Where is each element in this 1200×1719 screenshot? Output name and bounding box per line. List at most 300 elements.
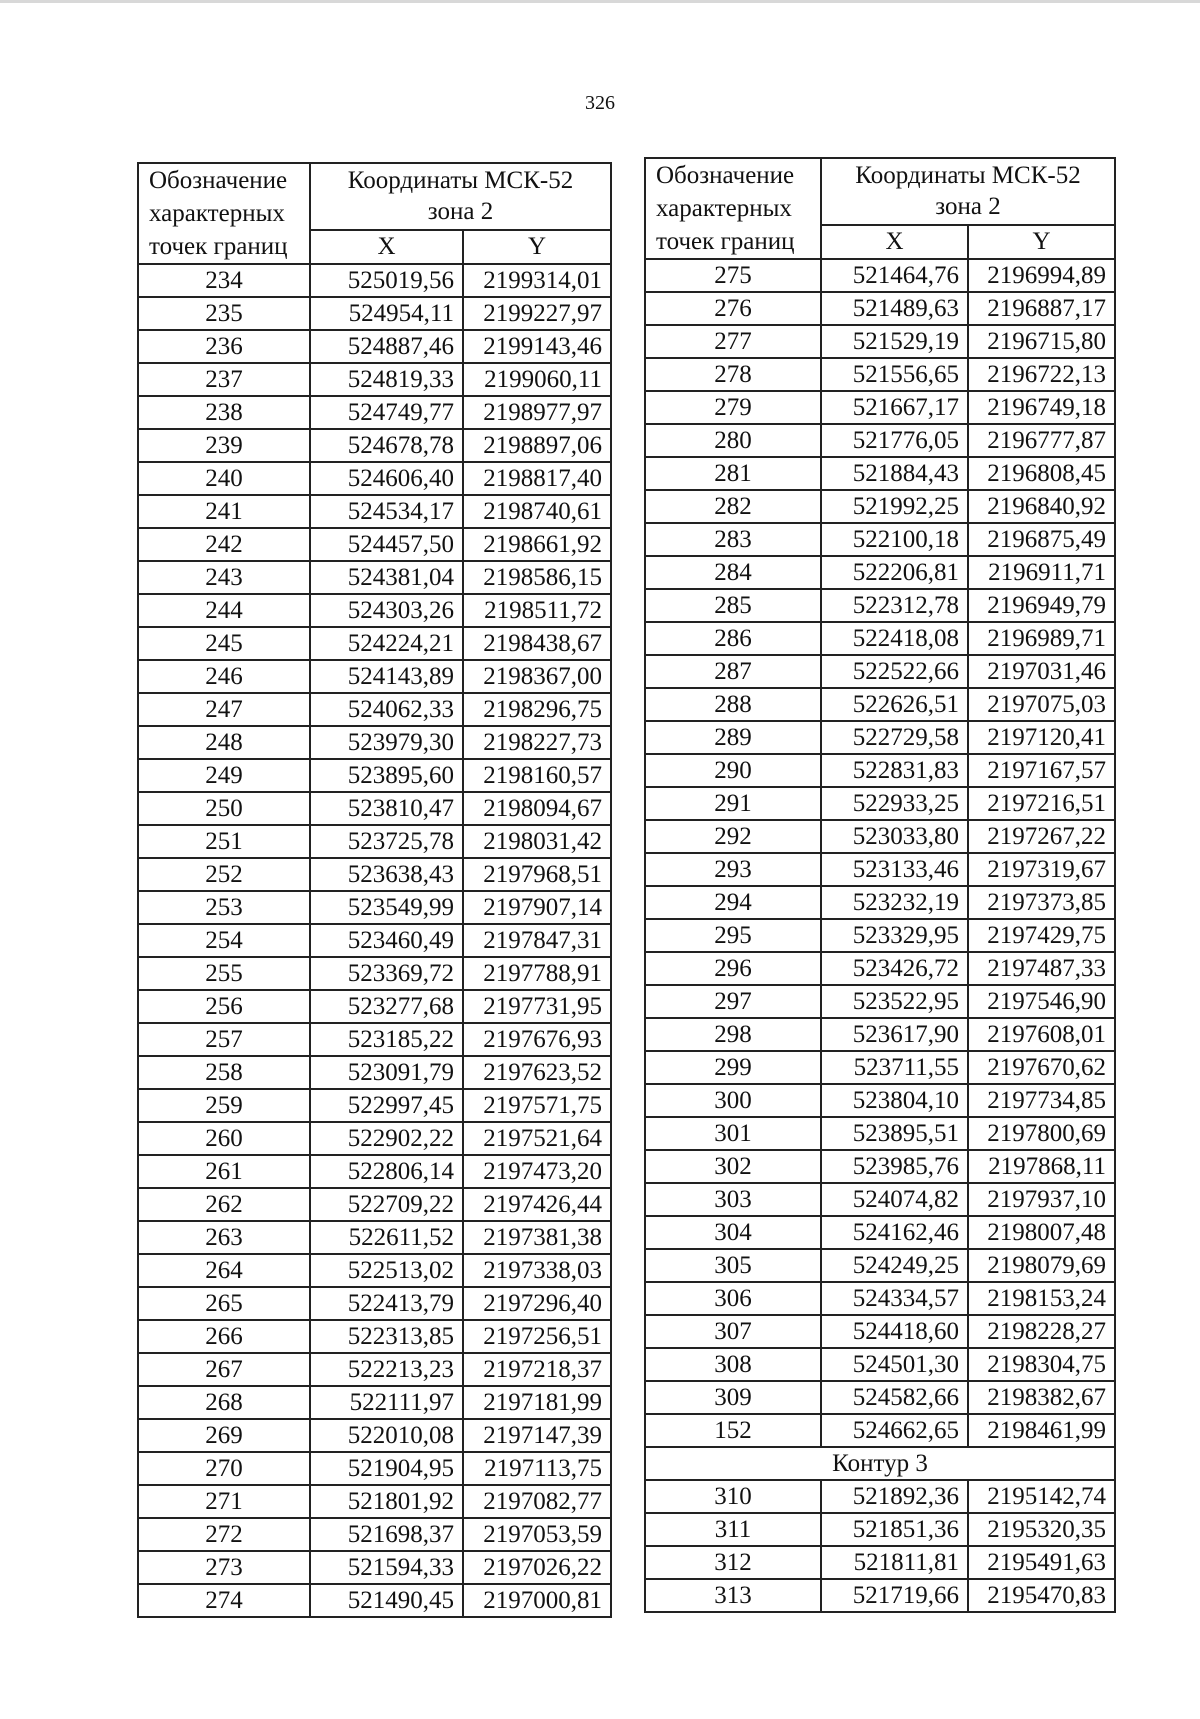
point-id-cell: 244 — [138, 594, 310, 627]
x-coordinate-cell: 522729,58 — [821, 721, 968, 754]
x-coordinate-cell: 523185,22 — [310, 1023, 463, 1056]
point-id-cell: 309 — [645, 1381, 821, 1414]
y-coordinate-cell: 2197296,40 — [463, 1287, 611, 1320]
point-id-cell: 308 — [645, 1348, 821, 1381]
point-id-cell: 252 — [138, 858, 310, 891]
x-coordinate-cell: 521719,66 — [821, 1579, 968, 1612]
x-coordinate-cell: 524224,21 — [310, 627, 463, 660]
x-coordinate-cell: 521892,36 — [821, 1480, 968, 1513]
point-id-cell: 258 — [138, 1056, 310, 1089]
point-id-cell: 271 — [138, 1485, 310, 1518]
y-coordinate-cell: 2198153,24 — [968, 1282, 1115, 1315]
table-row — [138, 957, 611, 990]
y-coordinate-cell: 2197623,52 — [463, 1056, 611, 1089]
table-row — [138, 990, 611, 1023]
y-coordinate-cell: 2195470,83 — [968, 1579, 1115, 1612]
table-row — [645, 1348, 1115, 1381]
y-coordinate-cell: 2199060,11 — [463, 363, 611, 396]
y-coordinate-cell: 2198160,57 — [463, 759, 611, 792]
point-id-cell: 289 — [645, 721, 821, 754]
x-coordinate-cell: 524819,33 — [310, 363, 463, 396]
table-row — [138, 1023, 611, 1056]
y-coordinate-cell: 2196715,80 — [968, 325, 1115, 358]
table-row — [138, 396, 611, 429]
y-coordinate-cell: 2197267,22 — [968, 820, 1115, 853]
table-row — [138, 1485, 611, 1518]
point-id-cell: 240 — [138, 462, 310, 495]
table-row — [645, 1282, 1115, 1315]
y-coordinate-cell: 2196989,71 — [968, 622, 1115, 655]
point-id-cell: 305 — [645, 1249, 821, 1282]
x-coordinate-cell: 523711,55 — [821, 1051, 968, 1084]
x-coordinate-cell: 522709,22 — [310, 1188, 463, 1221]
table-row — [138, 561, 611, 594]
x-coordinate-cell: 522902,22 — [310, 1122, 463, 1155]
y-coordinate-cell: 2197731,95 — [463, 990, 611, 1023]
table-row — [138, 594, 611, 627]
point-id-cell: 254 — [138, 924, 310, 957]
table-row — [138, 627, 611, 660]
y-coordinate-cell: 2198586,15 — [463, 561, 611, 594]
y-coordinate-cell: 2198227,73 — [463, 726, 611, 759]
y-coordinate-cell: 2198817,40 — [463, 462, 611, 495]
table-row — [138, 726, 611, 759]
x-coordinate-cell: 522413,79 — [310, 1287, 463, 1320]
y-coordinate-cell: 2197968,51 — [463, 858, 611, 891]
y-coordinate-cell: 2198511,72 — [463, 594, 611, 627]
y-coordinate-cell: 2197800,69 — [968, 1117, 1115, 1150]
point-id-cell: 293 — [645, 853, 821, 886]
table-row — [645, 358, 1115, 391]
y-coordinate-cell: 2197082,77 — [463, 1485, 611, 1518]
header-y: Y — [968, 225, 1115, 259]
x-coordinate-cell: 524334,57 — [821, 1282, 968, 1315]
point-id-cell: 292 — [645, 820, 821, 853]
y-coordinate-cell: 2197026,22 — [463, 1551, 611, 1584]
point-id-cell: 241 — [138, 495, 310, 528]
y-coordinate-cell: 2197216,51 — [968, 787, 1115, 820]
x-coordinate-cell: 523133,46 — [821, 853, 968, 886]
y-coordinate-cell: 2197473,20 — [463, 1155, 611, 1188]
x-coordinate-cell: 521776,05 — [821, 424, 968, 457]
table-row — [645, 1381, 1115, 1414]
point-id-cell: 261 — [138, 1155, 310, 1188]
point-id-cell: 237 — [138, 363, 310, 396]
y-coordinate-cell: 2197868,11 — [968, 1150, 1115, 1183]
x-coordinate-cell: 524249,25 — [821, 1249, 968, 1282]
table-row — [645, 820, 1115, 853]
y-coordinate-cell: 2198094,67 — [463, 792, 611, 825]
x-coordinate-cell: 524418,60 — [821, 1315, 968, 1348]
page-number: 326 — [585, 92, 615, 114]
y-coordinate-cell: 2197788,91 — [463, 957, 611, 990]
x-coordinate-cell: 524501,30 — [821, 1348, 968, 1381]
x-coordinate-cell: 521698,37 — [310, 1518, 463, 1551]
table-row — [138, 495, 611, 528]
table-row — [645, 556, 1115, 589]
point-id-cell: 299 — [645, 1051, 821, 1084]
x-coordinate-cell: 521904,95 — [310, 1452, 463, 1485]
x-coordinate-cell: 522513,02 — [310, 1254, 463, 1287]
table-row — [138, 429, 611, 462]
y-coordinate-cell: 2198007,48 — [968, 1216, 1115, 1249]
point-id-cell: 279 — [645, 391, 821, 424]
y-coordinate-cell: 2196875,49 — [968, 523, 1115, 556]
table-row — [645, 853, 1115, 886]
point-id-cell: 313 — [645, 1579, 821, 1612]
table-row — [645, 1018, 1115, 1051]
point-id-cell: 247 — [138, 693, 310, 726]
x-coordinate-cell: 523895,60 — [310, 759, 463, 792]
y-coordinate-cell: 2197546,90 — [968, 985, 1115, 1018]
x-coordinate-cell: 521801,92 — [310, 1485, 463, 1518]
x-coordinate-cell: 522312,78 — [821, 589, 968, 622]
x-coordinate-cell: 523426,72 — [821, 952, 968, 985]
point-id-cell: 238 — [138, 396, 310, 429]
x-coordinate-cell: 523979,30 — [310, 726, 463, 759]
y-coordinate-cell: 2197218,37 — [463, 1353, 611, 1386]
y-coordinate-cell: 2198228,27 — [968, 1315, 1115, 1348]
point-id-cell: 262 — [138, 1188, 310, 1221]
x-coordinate-cell: 523549,99 — [310, 891, 463, 924]
x-coordinate-cell: 523460,49 — [310, 924, 463, 957]
table-row — [645, 1216, 1115, 1249]
y-coordinate-cell: 2197670,62 — [968, 1051, 1115, 1084]
table-row — [645, 622, 1115, 655]
table-row — [645, 787, 1115, 820]
table-row — [645, 1150, 1115, 1183]
point-id-cell: 288 — [645, 688, 821, 721]
y-coordinate-cell: 2197113,75 — [463, 1452, 611, 1485]
point-id-cell: 282 — [645, 490, 821, 523]
table-row — [645, 1084, 1115, 1117]
table-row — [138, 1056, 611, 1089]
table-row — [645, 688, 1115, 721]
table-row — [138, 858, 611, 891]
section-title: Контур 3 — [645, 1447, 1115, 1480]
table-row — [645, 919, 1115, 952]
y-coordinate-cell: 2197734,85 — [968, 1084, 1115, 1117]
y-coordinate-cell: 2199314,01 — [463, 264, 611, 297]
point-id-cell: 290 — [645, 754, 821, 787]
table-row — [138, 1452, 611, 1485]
y-coordinate-cell: 2196911,71 — [968, 556, 1115, 589]
point-id-cell: 268 — [138, 1386, 310, 1419]
y-coordinate-cell: 2198661,92 — [463, 528, 611, 561]
table-row — [138, 1353, 611, 1386]
point-id-cell: 281 — [645, 457, 821, 490]
table-row — [645, 325, 1115, 358]
table-row — [645, 721, 1115, 754]
point-id-cell: 291 — [645, 787, 821, 820]
y-coordinate-cell: 2197907,14 — [463, 891, 611, 924]
y-coordinate-cell: 2199143,46 — [463, 330, 611, 363]
table-row — [138, 528, 611, 561]
y-coordinate-cell: 2197120,41 — [968, 721, 1115, 754]
point-id-cell: 306 — [645, 1282, 821, 1315]
point-id-cell: 245 — [138, 627, 310, 660]
point-id-cell: 260 — [138, 1122, 310, 1155]
y-coordinate-cell: 2197571,75 — [463, 1089, 611, 1122]
table-row — [138, 660, 611, 693]
point-id-cell: 273 — [138, 1551, 310, 1584]
point-id-cell: 235 — [138, 297, 310, 330]
y-coordinate-cell: 2197373,85 — [968, 886, 1115, 919]
table-row — [645, 424, 1115, 457]
point-id-cell: 152 — [645, 1414, 821, 1447]
x-coordinate-cell: 524062,33 — [310, 693, 463, 726]
x-coordinate-cell: 521490,45 — [310, 1584, 463, 1617]
point-id-cell: 298 — [645, 1018, 821, 1051]
table-row — [645, 1315, 1115, 1348]
y-coordinate-cell: 2197167,57 — [968, 754, 1115, 787]
y-coordinate-cell: 2198382,67 — [968, 1381, 1115, 1414]
table-row — [645, 1414, 1115, 1447]
point-id-cell: 295 — [645, 919, 821, 952]
table-row — [138, 1254, 611, 1287]
header-point-designation: Обозначение характерных точек границ — [645, 158, 821, 259]
table-row — [645, 1117, 1115, 1150]
x-coordinate-cell: 524954,11 — [310, 297, 463, 330]
y-coordinate-cell: 2197031,46 — [968, 655, 1115, 688]
table-row — [645, 523, 1115, 556]
table-row — [138, 1221, 611, 1254]
table-row — [645, 1051, 1115, 1084]
header-x: X — [310, 230, 463, 264]
point-id-cell: 274 — [138, 1584, 310, 1617]
table-row — [138, 825, 611, 858]
x-coordinate-cell: 522313,85 — [310, 1320, 463, 1353]
x-coordinate-cell: 523617,90 — [821, 1018, 968, 1051]
point-id-cell: 285 — [645, 589, 821, 622]
point-id-cell: 297 — [645, 985, 821, 1018]
y-coordinate-cell: 2198897,06 — [463, 429, 611, 462]
point-id-cell: 234 — [138, 264, 310, 297]
table-row — [645, 754, 1115, 787]
point-id-cell: 255 — [138, 957, 310, 990]
y-coordinate-cell: 2195320,35 — [968, 1513, 1115, 1546]
table-row — [645, 1579, 1115, 1612]
x-coordinate-cell: 524143,89 — [310, 660, 463, 693]
x-coordinate-cell: 522831,83 — [821, 754, 968, 787]
x-coordinate-cell: 523232,19 — [821, 886, 968, 919]
point-id-cell: 310 — [645, 1480, 821, 1513]
y-coordinate-cell: 2197000,81 — [463, 1584, 611, 1617]
table-row — [138, 1188, 611, 1221]
y-coordinate-cell: 2197147,39 — [463, 1419, 611, 1452]
point-id-cell: 277 — [645, 325, 821, 358]
x-coordinate-cell: 521851,36 — [821, 1513, 968, 1546]
y-coordinate-cell: 2196949,79 — [968, 589, 1115, 622]
table-row — [138, 264, 611, 297]
point-id-cell: 312 — [645, 1546, 821, 1579]
y-coordinate-cell: 2197381,38 — [463, 1221, 611, 1254]
x-coordinate-cell: 522100,18 — [821, 523, 968, 556]
point-id-cell: 275 — [645, 259, 821, 292]
table-row — [645, 886, 1115, 919]
table-row — [138, 1419, 611, 1452]
x-coordinate-cell: 524381,04 — [310, 561, 463, 594]
x-coordinate-cell: 522418,08 — [821, 622, 968, 655]
y-coordinate-cell: 2198438,67 — [463, 627, 611, 660]
table-row — [138, 1155, 611, 1188]
header-y: Y — [463, 230, 611, 264]
point-id-cell: 307 — [645, 1315, 821, 1348]
y-coordinate-cell: 2197319,67 — [968, 853, 1115, 886]
y-coordinate-cell: 2198079,69 — [968, 1249, 1115, 1282]
table-row — [138, 1320, 611, 1353]
y-coordinate-cell: 2197256,51 — [463, 1320, 611, 1353]
x-coordinate-cell: 524534,17 — [310, 495, 463, 528]
table-row — [645, 589, 1115, 622]
x-coordinate-cell: 525019,56 — [310, 264, 463, 297]
point-id-cell: 276 — [645, 292, 821, 325]
point-id-cell: 286 — [645, 622, 821, 655]
x-coordinate-cell: 523522,95 — [821, 985, 968, 1018]
header-coordinates: Координаты МСК-52 зона 2 — [821, 158, 1115, 225]
right-table-body — [645, 259, 1115, 1612]
point-id-cell: 265 — [138, 1287, 310, 1320]
y-coordinate-cell: 2197521,64 — [463, 1122, 611, 1155]
point-id-cell: 249 — [138, 759, 310, 792]
point-id-cell: 267 — [138, 1353, 310, 1386]
y-coordinate-cell: 2197937,10 — [968, 1183, 1115, 1216]
table-row — [645, 457, 1115, 490]
y-coordinate-cell: 2196840,92 — [968, 490, 1115, 523]
y-coordinate-cell: 2197075,03 — [968, 688, 1115, 721]
y-coordinate-cell: 2196777,87 — [968, 424, 1115, 457]
y-coordinate-cell: 2198296,75 — [463, 693, 611, 726]
table-row — [645, 1183, 1115, 1216]
x-coordinate-cell: 524662,65 — [821, 1414, 968, 1447]
scan-edge — [0, 0, 1200, 3]
x-coordinate-cell: 524074,82 — [821, 1183, 968, 1216]
header-x: X — [821, 225, 968, 259]
point-id-cell: 302 — [645, 1150, 821, 1183]
table-row — [138, 1287, 611, 1320]
point-id-cell: 283 — [645, 523, 821, 556]
table-row — [138, 1089, 611, 1122]
point-id-cell: 266 — [138, 1320, 310, 1353]
x-coordinate-cell: 523725,78 — [310, 825, 463, 858]
point-id-cell: 287 — [645, 655, 821, 688]
table-row — [645, 1546, 1115, 1579]
point-id-cell: 269 — [138, 1419, 310, 1452]
x-coordinate-cell: 521464,76 — [821, 259, 968, 292]
coordinates-table-right — [644, 157, 1116, 1613]
table-row — [138, 363, 611, 396]
x-coordinate-cell: 521529,19 — [821, 325, 968, 358]
table-row — [645, 391, 1115, 424]
point-id-cell: 256 — [138, 990, 310, 1023]
point-id-cell: 278 — [645, 358, 821, 391]
x-coordinate-cell: 524457,50 — [310, 528, 463, 561]
coordinates-table-left — [137, 162, 612, 1618]
x-coordinate-cell: 524887,46 — [310, 330, 463, 363]
point-id-cell: 257 — [138, 1023, 310, 1056]
x-coordinate-cell: 522522,66 — [821, 655, 968, 688]
point-id-cell: 250 — [138, 792, 310, 825]
point-id-cell: 259 — [138, 1089, 310, 1122]
table-row — [645, 490, 1115, 523]
table-row — [138, 1386, 611, 1419]
x-coordinate-cell: 522997,45 — [310, 1089, 463, 1122]
y-coordinate-cell: 2198740,61 — [463, 495, 611, 528]
y-coordinate-cell: 2198304,75 — [968, 1348, 1115, 1381]
point-id-cell: 270 — [138, 1452, 310, 1485]
x-coordinate-cell: 523804,10 — [821, 1084, 968, 1117]
table-row — [138, 1584, 611, 1617]
x-coordinate-cell: 523895,51 — [821, 1117, 968, 1150]
point-id-cell: 272 — [138, 1518, 310, 1551]
table-row — [645, 952, 1115, 985]
x-coordinate-cell: 524582,66 — [821, 1381, 968, 1414]
point-id-cell: 253 — [138, 891, 310, 924]
y-coordinate-cell: 2196722,13 — [968, 358, 1115, 391]
x-coordinate-cell: 521992,25 — [821, 490, 968, 523]
x-coordinate-cell: 523091,79 — [310, 1056, 463, 1089]
x-coordinate-cell: 523638,43 — [310, 858, 463, 891]
point-id-cell: 300 — [645, 1084, 821, 1117]
table-row — [138, 1122, 611, 1155]
point-id-cell: 284 — [645, 556, 821, 589]
table-row — [138, 1551, 611, 1584]
point-id-cell: 304 — [645, 1216, 821, 1249]
x-coordinate-cell: 521594,33 — [310, 1551, 463, 1584]
x-coordinate-cell: 522626,51 — [821, 688, 968, 721]
point-id-cell: 242 — [138, 528, 310, 561]
left-table-body — [138, 264, 611, 1617]
point-id-cell: 239 — [138, 429, 310, 462]
y-coordinate-cell: 2197847,31 — [463, 924, 611, 957]
table-row — [645, 985, 1115, 1018]
table-row — [138, 759, 611, 792]
x-coordinate-cell: 521556,65 — [821, 358, 968, 391]
point-id-cell: 311 — [645, 1513, 821, 1546]
y-coordinate-cell: 2195491,63 — [968, 1546, 1115, 1579]
x-coordinate-cell: 523277,68 — [310, 990, 463, 1023]
y-coordinate-cell: 2197429,75 — [968, 919, 1115, 952]
y-coordinate-cell: 2198977,97 — [463, 396, 611, 429]
x-coordinate-cell: 521489,63 — [821, 292, 968, 325]
x-coordinate-cell: 522010,08 — [310, 1419, 463, 1452]
x-coordinate-cell: 524303,26 — [310, 594, 463, 627]
x-coordinate-cell: 521811,81 — [821, 1546, 968, 1579]
x-coordinate-cell: 523369,72 — [310, 957, 463, 990]
y-coordinate-cell: 2198031,42 — [463, 825, 611, 858]
x-coordinate-cell: 523033,80 — [821, 820, 968, 853]
table-row — [645, 259, 1115, 292]
x-coordinate-cell: 524749,77 — [310, 396, 463, 429]
section-row — [645, 1447, 1115, 1480]
point-id-cell: 251 — [138, 825, 310, 858]
table-row — [138, 924, 611, 957]
point-id-cell: 236 — [138, 330, 310, 363]
table-row — [138, 330, 611, 363]
y-coordinate-cell: 2197487,33 — [968, 952, 1115, 985]
y-coordinate-cell: 2195142,74 — [968, 1480, 1115, 1513]
x-coordinate-cell: 521884,43 — [821, 457, 968, 490]
y-coordinate-cell: 2198461,99 — [968, 1414, 1115, 1447]
table-row — [645, 655, 1115, 688]
point-id-cell: 246 — [138, 660, 310, 693]
x-coordinate-cell: 522611,52 — [310, 1221, 463, 1254]
point-id-cell: 243 — [138, 561, 310, 594]
table-row — [645, 1249, 1115, 1282]
point-id-cell: 296 — [645, 952, 821, 985]
x-coordinate-cell: 523329,95 — [821, 919, 968, 952]
x-coordinate-cell: 522206,81 — [821, 556, 968, 589]
